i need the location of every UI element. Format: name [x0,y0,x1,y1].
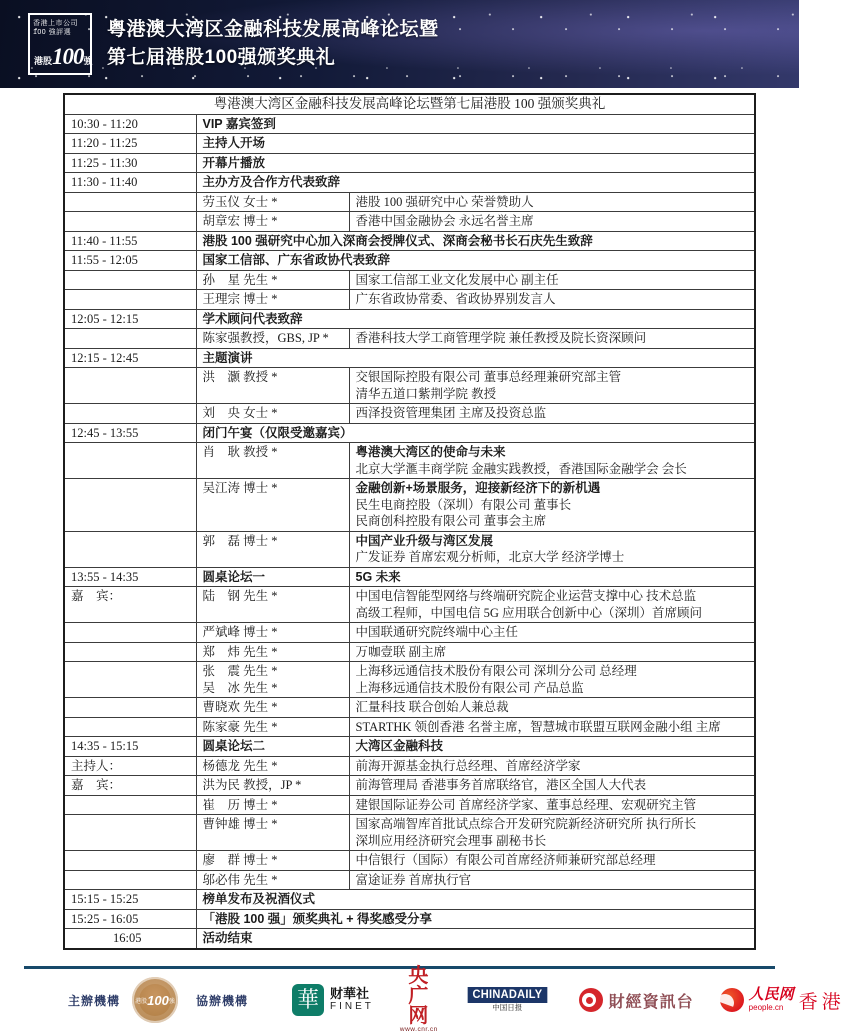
speaker-desc-cell [349,662,755,698]
role-cell [64,290,196,310]
logo-subtitle-line1: 香港上市公司 [33,20,78,27]
fbc-name: 財經資訊台 [608,993,694,1011]
table-row [64,642,755,662]
agenda-item: 学术顾问代表致辞 [196,309,755,329]
time-cell: 11:40 - 11:55 [64,231,196,251]
seal-suf: 強 [168,998,175,1005]
role-cell [64,368,196,404]
role-cell [64,329,196,349]
chinadaily-name: CHINADAILY [467,987,547,1003]
seal-num: 100 [147,992,169,1008]
forum-name: 圆桌论坛二 [196,737,349,757]
speaker-desc-cell [349,404,755,424]
agenda-title: 粤港澳大湾区金融科技发展高峰论坛暨第七届港股 100 强颁奖典礼 [64,94,755,114]
table-row [64,929,755,949]
role-cell [64,443,196,479]
speaker-desc-cell [349,776,755,796]
speaker-name: 陆 钢 先生 * [202,589,278,603]
speaker-name: 王理宗 博士 * [202,292,278,306]
speaker-name: 洪为民 教授，JP * [202,778,302,792]
speaker-name: 邬必伟 先生 * [202,872,278,887]
agenda-item: 榜单发布及祝酒仪式 [196,890,755,910]
coorganizer-label: 協辦機構 [196,993,249,1008]
speaker-name-cell [196,642,349,662]
table-row [64,309,755,329]
table-row [64,776,755,796]
time-cell: 11:55 - 12:05 [64,251,196,271]
table-row [64,270,755,290]
table-row [64,368,755,404]
speaker-desc: 民商创科控股有限公司 董事会主席 [355,514,547,528]
speaker-name: 劳玉仪 女士 * [202,194,278,209]
role-cell: 主持人： [64,756,196,776]
speaker-name: 陈家豪 先生 * [202,719,278,734]
speaker-desc-cell [349,192,755,212]
role-cell [64,270,196,290]
speaker-name: 严斌峰 博士 * [202,625,278,639]
speaker-desc: 中国电信智能型网络与终端研究院企业运营支撑中心 技术总监 [355,589,697,603]
people-region: 香港 [798,991,845,1013]
agenda-body [64,94,755,949]
speaker-name-cell [196,623,349,643]
speaker-desc-cell [349,290,755,310]
page-title-line1: 粤港澳大湾区金融科技发展高峰论坛暨 [107,19,439,40]
speaker-name: 杨德龙 先生 * [202,758,278,773]
forum-name: 圆桌论坛一 [196,567,349,587]
table-row [64,94,755,114]
chinadaily-sub: 中国日报 [492,1003,523,1012]
finet-text [330,987,374,1013]
table-row [64,587,755,623]
cnr-name: 央广网 [408,965,430,1027]
speaker-desc-cell [349,587,755,623]
role-cell [64,662,196,698]
speaker-name: 胡章宏 博士 * [202,214,278,228]
speaker-name-cell [196,192,349,212]
speaker-desc-cell [349,870,755,890]
speaker-desc: 香港科技大学工商管理学院 兼任教授及院长资深顾问 [355,331,647,345]
speaker-desc: 广发证券 首席宏观分析师，北京大学 经济学博士 [355,550,625,564]
table-row [64,423,755,443]
agenda-item: 港股 100 强研究中心加入深商会授牌仪式、深商会秘书长石庆先生致辞 [196,231,755,251]
speaker-name-cell [196,290,349,310]
role-cell [64,795,196,815]
chinadaily-logo [466,987,549,1013]
table-row [64,717,755,737]
speaker-desc: 富途证券 首席执行官 [355,872,472,887]
speaker-name-cell [196,756,349,776]
time-cell: 11:30 - 11:40 [64,173,196,193]
speaker-desc-cell [349,623,755,643]
agenda-item: VIP 嘉宾签到 [196,114,755,134]
speaker-desc-cell [349,212,755,232]
table-row [64,153,755,173]
time-cell: 11:20 - 11:25 [64,134,196,154]
time-cell: 16:05 [64,929,196,949]
role-cell [64,479,196,532]
speaker-desc-cell [349,795,755,815]
role-cell [64,404,196,424]
talk-title: 粤港澳大湾区的使命与未来 [355,445,506,459]
logo-brand [34,44,93,70]
speaker-name-cell [196,795,349,815]
speaker-desc-cell [349,368,755,404]
fbc-icon [579,988,603,1012]
speaker-name-cell [196,717,349,737]
page-title [107,16,439,72]
table-row [64,909,755,929]
people-text [749,988,794,1012]
speaker-name: 吴江涛 博士 * [202,481,278,495]
talk-title: 金融创新+场景服务，迎接新经济下的新机遇 [355,481,601,495]
speaker-desc: 上海移远通信技术股份有限公司 深圳分公司 总经理 [355,664,637,678]
speaker-name-cell [196,662,349,698]
speaker-desc-cell [349,642,755,662]
speaker-name-cell [196,531,349,567]
agenda-item: 国家工信部、广东省政协代表致辞 [196,251,755,271]
speaker-name-cell [196,815,349,851]
role-cell: 嘉 宾： [64,776,196,796]
speaker-desc: 中国联通研究院终端中心主任 [355,625,519,639]
fbc-logo [579,988,694,1012]
speaker-name-cell [196,479,349,532]
speaker-desc: 上海移远通信技术股份有限公司 产品总监 [355,680,584,695]
role-cell [64,212,196,232]
forum-topic: 5G 未来 [349,567,755,587]
speaker-desc: 建银国际证券公司 首席经济学家、董事总经理、宏观研究主管 [355,797,697,812]
speaker-desc: 香港中国金融协会 永远名誉主席 [355,214,534,228]
finet-logo [292,984,374,1016]
logo-brand-pre: 港股 [34,56,53,66]
agenda-table [63,93,756,950]
role-cell [64,642,196,662]
logo-brand-num: 100 [52,44,84,69]
speaker-name: 肖 耿 教授 * [202,445,278,459]
table-row [64,851,755,871]
cnr-logo [400,966,438,1034]
speaker-desc: 清华五道口紫荆学院 教授 [355,386,497,401]
cnr-url: www.cnr.cn [399,1026,438,1033]
speaker-name: 曹钟雄 博士 * [202,817,278,831]
time-cell: 14:35 - 15:15 [64,737,196,757]
people-name: 人民网 [748,987,794,1003]
agenda-item: 主题演讲 [196,348,755,368]
table-row [64,173,755,193]
table-row [64,737,755,757]
speaker-desc: 广东省政协常委、省政协界别发言人 [355,292,556,306]
table-row [64,756,755,776]
forum-topic: 大湾区金融科技 [349,737,755,757]
table-row [64,348,755,368]
role-cell [64,851,196,871]
table-row [64,662,755,698]
speaker-desc: 深圳应用经济研究会理事 副秘书长 [355,833,547,848]
speaker-name-cell [196,368,349,404]
speaker-desc: 交银国际控股有限公司 董事总经理兼研究部主管 [355,370,622,384]
speaker-desc: 国家高端智库首批试点综合开发研究院新经济研究所 执行所长 [355,817,697,831]
speaker-desc-cell [349,815,755,851]
speaker-desc: 中信银行（国际）有限公司首席经济师兼研究部总经理 [355,853,656,867]
speaker-name: 孙 星 先生 * [202,272,278,287]
finet-icon: 華 [292,984,324,1016]
table-row [64,329,755,349]
table-row [64,479,755,532]
speaker-desc: 北京大学滙丰商学院 金融实践教授，香港国际金融学会 会长 [355,461,687,476]
table-row [64,404,755,424]
speaker-desc: 汇量科技 联合创始人兼总裁 [355,700,509,714]
speaker-desc-cell [349,443,755,479]
speaker-name-cell [196,212,349,232]
speaker-desc-cell [349,851,755,871]
finet-zh: 财華社 [330,986,370,1001]
page-header [0,0,799,88]
agenda-item: 「港股 100 强」颁奖典礼 + 得奖感受分享 [196,909,755,929]
speaker-name-cell [196,870,349,890]
speaker-name: 曹晓欢 先生 * [202,700,278,714]
role-cell [64,870,196,890]
table-row [64,212,755,232]
speaker-desc: 民生电商控股（深圳）有限公司 董事长 [355,497,572,512]
speaker-name: 张 震 先生 * [202,664,278,678]
hk100-logo [28,13,92,75]
table-row [64,134,755,154]
people-url: people.cn [748,1003,784,1012]
time-cell: 10:30 - 11:20 [64,114,196,134]
table-row [64,870,755,890]
time-cell: 12:45 - 13:55 [64,423,196,443]
people-logo [720,987,845,1014]
speaker-desc-cell [349,531,755,567]
agenda-item: 闭门午宴（仅限受邀嘉宾） [196,423,755,443]
speaker-desc: STARTHK 领创香港 名誉主席，智慧城市联盟互联网金融小组 主席 [355,719,721,734]
table-row [64,890,755,910]
speaker-name-cell [196,404,349,424]
table-row [64,290,755,310]
organizer-label: 主辦機構 [68,993,121,1008]
speaker-desc-cell [349,270,755,290]
speaker-name: 陈家强教授，GBS, JP * [202,331,329,345]
speaker-desc-cell [349,698,755,718]
table-row [64,531,755,567]
time-cell: 13:55 - 14:35 [64,567,196,587]
talk-title: 中国产业升级与湾区发展 [355,533,494,548]
speaker-desc-cell [349,756,755,776]
speaker-desc: 万咖壹联 副主席 [355,644,447,659]
role-cell [64,717,196,737]
speaker-name: 郑 炜 先生 * [202,644,278,659]
hk100-seal-icon [132,977,178,1023]
speaker-name-cell [196,776,349,796]
table-row [64,443,755,479]
agenda-item: 主办方及合作方代表致辞 [196,173,755,193]
speaker-desc: 高级工程师，中国电信 5G 应用联合创新中心（深圳）首席顾问 [355,605,703,620]
time-cell: 15:25 - 16:05 [64,909,196,929]
time-cell: 12:05 - 12:15 [64,309,196,329]
speaker-desc: 国家工信部工业文化发展中心 副主任 [355,272,559,287]
role-cell: 嘉 宾： [64,587,196,623]
role-cell [64,815,196,851]
table-row [64,567,755,587]
role-cell [64,623,196,643]
speaker-name: 崔 历 博士 * [202,797,278,812]
speaker-desc-cell [349,717,755,737]
table-row [64,114,755,134]
speaker-desc-cell [349,479,755,532]
table-row [64,192,755,212]
seal-pre: 港股 [135,998,148,1005]
people-icon [720,988,744,1012]
logo-subtitle-line2: 100 強評選 [33,29,72,36]
speaker-desc: 西泽投资管理集团 主席及投资总监 [355,406,547,420]
speaker-name: 洪 灏 教授 * [202,370,278,384]
speaker-name-cell [196,270,349,290]
speaker-name: 郭 磊 博士 * [202,533,278,548]
table-row [64,623,755,643]
speaker-desc: 前海开源基金执行总经理、首席经济学家 [355,758,581,773]
speaker-desc-cell [349,329,755,349]
speaker-name-cell [196,698,349,718]
table-row [64,698,755,718]
speaker-name-cell [196,329,349,349]
page-title-line2: 第七届港股100强颁奖典礼 [107,47,336,68]
footer [0,965,845,1033]
role-cell [64,698,196,718]
speaker-desc: 港股 100 强研究中心 荣誉赞助人 [355,194,534,209]
table-row [64,251,755,271]
agenda-item: 主持人开场 [196,134,755,154]
speaker-name: 廖 群 博士 * [202,853,278,867]
time-cell: 11:25 - 11:30 [64,153,196,173]
table-row [64,231,755,251]
table-row [64,795,755,815]
role-cell [64,531,196,567]
time-cell: 15:15 - 15:25 [64,890,196,910]
logo-brand-suf: 強 [83,56,93,66]
speaker-name-cell [196,587,349,623]
speaker-name: 刘 央 女士 * [202,406,278,420]
speaker-name-cell [196,443,349,479]
role-cell [64,192,196,212]
speaker-name-cell [196,851,349,871]
time-cell: 12:15 - 12:45 [64,348,196,368]
finet-en: FINET [330,1001,374,1012]
table-row [64,815,755,851]
agenda-item: 开幕片播放 [196,153,755,173]
speaker-name: 吴 冰 先生 * [202,680,278,695]
agenda-item: 活动结束 [196,929,755,949]
speaker-desc: 前海管理局 香港事务首席联络官，港区全国人大代表 [355,778,647,792]
